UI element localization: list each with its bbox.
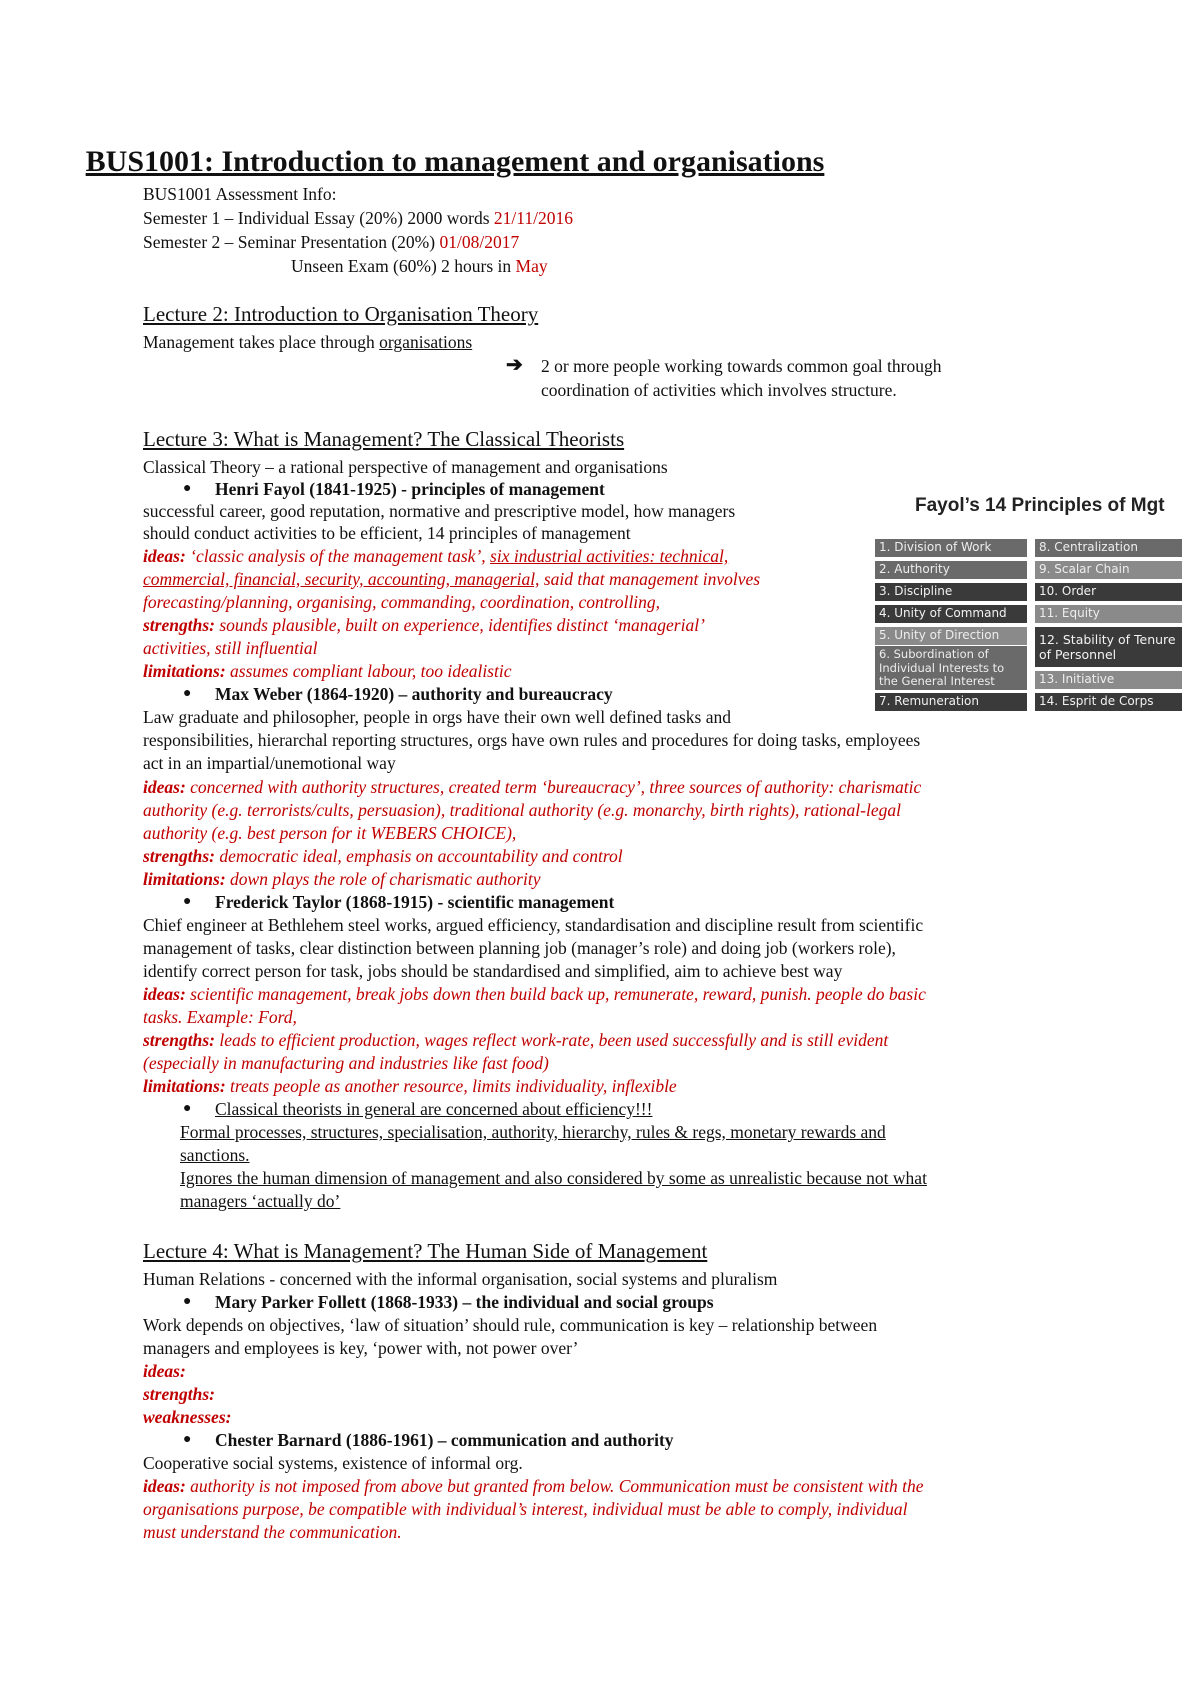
lecture2-line1: Management takes place through organisations — [143, 332, 473, 352]
arrow-right-icon: ➔ — [506, 354, 523, 376]
lecture2-line3: coordination of activities which involves structure. — [541, 380, 897, 400]
taylor-desc-3: identify correct person for task, jobs should be standardised and simplified, aim to achieve best way — [143, 961, 843, 981]
weber-desc-2: responsibilities, hierarchal reporting structures, orgs have own rules and procedures for doing tasks, employees — [143, 730, 921, 750]
principle-cell: 6. Subordination of Individual Interests to the General Interest — [875, 646, 1027, 690]
barnard-desc-1: Cooperative social systems, existence of informal org. — [143, 1453, 523, 1473]
bullet-icon: ● — [183, 686, 192, 701]
principle-cell: 2. Authority — [875, 561, 1027, 579]
principle-cell: 3. Discipline — [875, 583, 1027, 601]
exam-month: May — [515, 256, 548, 276]
follett-desc-2: managers and employees is key, ‘power with, not power over’ — [143, 1338, 579, 1358]
principle-cell: 14. Esprit de Corps — [1035, 693, 1182, 711]
bullet-icon: ● — [183, 1432, 192, 1447]
principle-cell: 8. Centralization — [1035, 539, 1182, 557]
document-title: BUS1001: Introduction to management and organisations — [85, 145, 825, 178]
bullet-icon: ● — [183, 1294, 192, 1309]
bullet-icon: ● — [183, 481, 192, 496]
fayol-strengths-1: strengths: sounds plausible, built on experience, identifies distinct ‘managerial’ — [143, 615, 705, 635]
taylor-desc-2: management of tasks, clear distinction between planning job (manager’s role) and doing job (workers role), — [143, 938, 896, 958]
taylor-strengths-1: strengths: leads to efficient production, wages reflect work-rate, been used successfully and is still evident — [143, 1030, 889, 1050]
classical-general-4: Ignores the human dimension of management and also considered by some as unrealistic because not what — [180, 1168, 927, 1188]
barnard-heading: Chester Barnard (1886-1961) – communication and authority — [215, 1430, 674, 1450]
fayol-principles-figure — [875, 495, 1185, 725]
principle-cell: 12. Stability of Tenure of Personnel — [1035, 627, 1182, 667]
weber-limitations: limitations: down plays the role of charismatic authority — [143, 869, 541, 889]
weber-ideas-3: authority (e.g. best person for it WEBERS CHOICE), — [143, 823, 517, 843]
weber-ideas-1: ideas: concerned with authority structures, created term ‘bureaucracy’, three sources of authority: charismatic — [143, 777, 922, 797]
lecture4-intro: Human Relations - concerned with the informal organisation, social systems and pluralism — [143, 1269, 778, 1289]
taylor-desc-1: Chief engineer at Bethlehem steel works, argued efficiency, standardisation and discipline result from scientific — [143, 915, 924, 935]
barnard-ideas-1: ideas: authority is not imposed from above but granted from below. Communication must be consistent with the — [143, 1476, 924, 1496]
principle-cell: 13. Initiative — [1035, 671, 1182, 689]
follett-desc-1: Work depends on objectives, ‘law of situation’ should rule, communication is key – relationship between — [143, 1315, 878, 1335]
taylor-strengths-2: (especially in manufacturing and industries like fast food) — [143, 1053, 549, 1073]
classical-general-2: Formal processes, structures, specialisation, authority, hierarchy, rules & regs, monetary rewards and — [180, 1122, 886, 1142]
weber-ideas-2: authority (e.g. terrorists/cults, persuasion), traditional authority (e.g. monarchy, birth rights), rational-legal — [143, 800, 901, 820]
assessment-exam: Unseen Exam (60%) 2 hours in May — [291, 256, 548, 276]
lecture4-heading: Lecture 4: What is Management? The Human Side of Management — [143, 1239, 708, 1263]
semester1-date: 21/11/2016 — [493, 208, 573, 228]
principle-cell: 11. Equity — [1035, 605, 1182, 623]
taylor-heading: Frederick Taylor (1868-1915) - scientific management — [215, 892, 615, 912]
classical-general-5: managers ‘actually do’ — [180, 1191, 341, 1211]
follett-strengths-label: strengths: — [143, 1384, 215, 1404]
assessment-heading: BUS1001 Assessment Info: — [143, 184, 337, 204]
bullet-icon: ● — [183, 894, 192, 909]
weber-desc-1: Law graduate and philosopher, people in orgs have their own well defined tasks and — [143, 707, 731, 727]
bullet-icon: ● — [183, 1101, 192, 1116]
fayol-ideas-2: commercial, financial, security, accounting, managerial, said that management involves — [143, 569, 761, 589]
principle-cell: 1. Division of Work — [875, 539, 1027, 557]
lecture3-heading: Lecture 3: What is Management? The Classical Theorists — [143, 427, 625, 451]
follett-weaknesses-label: weaknesses: — [143, 1407, 232, 1427]
semester2-date: 01/08/2017 — [439, 232, 520, 252]
principle-cell: 5. Unity of Direction — [875, 627, 1027, 645]
follett-heading: Mary Parker Follett (1868-1933) – the individual and social groups — [215, 1292, 714, 1312]
fayol-figure-title: Fayol’s 14 Principles of Mgt — [915, 495, 1165, 516]
assessment-semester2: Semester 2 – Seminar Presentation (20%) 01/08/2017 — [143, 232, 520, 252]
principle-cell: 9. Scalar Chain — [1035, 561, 1182, 579]
taylor-limitations: limitations: treats people as another resource, limits individuality, inflexible — [143, 1076, 677, 1096]
classical-general-3: sanctions. — [180, 1145, 250, 1165]
assessment-semester1: Semester 1 – Individual Essay (20%) 2000 words 21/11/2016 — [143, 208, 573, 228]
taylor-ideas-2: tasks. Example: Ford, — [143, 1007, 297, 1027]
lecture3-intro: Classical Theory – a rational perspective of management and organisations — [143, 457, 668, 477]
barnard-ideas-3: must understand the communication. — [143, 1522, 402, 1542]
barnard-ideas-2: organisations purpose, be compatible with individual’s interest, individual must be able to comply, individual — [143, 1499, 908, 1519]
lecture2-heading: Lecture 2: Introduction to Organisation Theory — [143, 302, 539, 326]
classical-general-1: Classical theorists in general are concerned about efficiency!!! — [215, 1099, 653, 1119]
principle-cell: 7. Remuneration — [875, 693, 1027, 711]
principle-cell: 4. Unity of Command — [875, 605, 1027, 623]
weber-strengths: strengths: democratic ideal, emphasis on accountability and control — [143, 846, 623, 866]
fayol-desc-2: should conduct activities to be efficient, 14 principles of management — [143, 523, 631, 543]
follett-ideas-label: ideas: — [143, 1361, 186, 1381]
taylor-ideas-1: ideas: scientific management, break jobs down then build back up, remunerate, reward, punish. people do basic — [143, 984, 926, 1004]
lecture2-line2: 2 or more people working towards common goal through — [541, 356, 942, 376]
weber-heading: Max Weber (1864-1920) – authority and bureaucracy — [215, 684, 613, 704]
fayol-desc-1: successful career, good reputation, normative and prescriptive model, how managers — [143, 501, 736, 521]
principle-cell: 10. Order — [1035, 583, 1182, 601]
fayol-heading: Henri Fayol (1841-1925) - principles of management — [215, 479, 605, 499]
fayol-strengths-2: activities, still influential — [143, 638, 318, 658]
fayol-ideas-1: ideas: ‘classic analysis of the management task’, six industrial activities: technical, — [143, 546, 729, 566]
fayol-limitations: limitations: assumes compliant labour, too idealistic — [143, 661, 512, 681]
fayol-ideas-3: forecasting/planning, organising, commanding, coordination, controlling, — [143, 592, 661, 612]
weber-desc-3: act in an impartial/unemotional way — [143, 753, 396, 773]
